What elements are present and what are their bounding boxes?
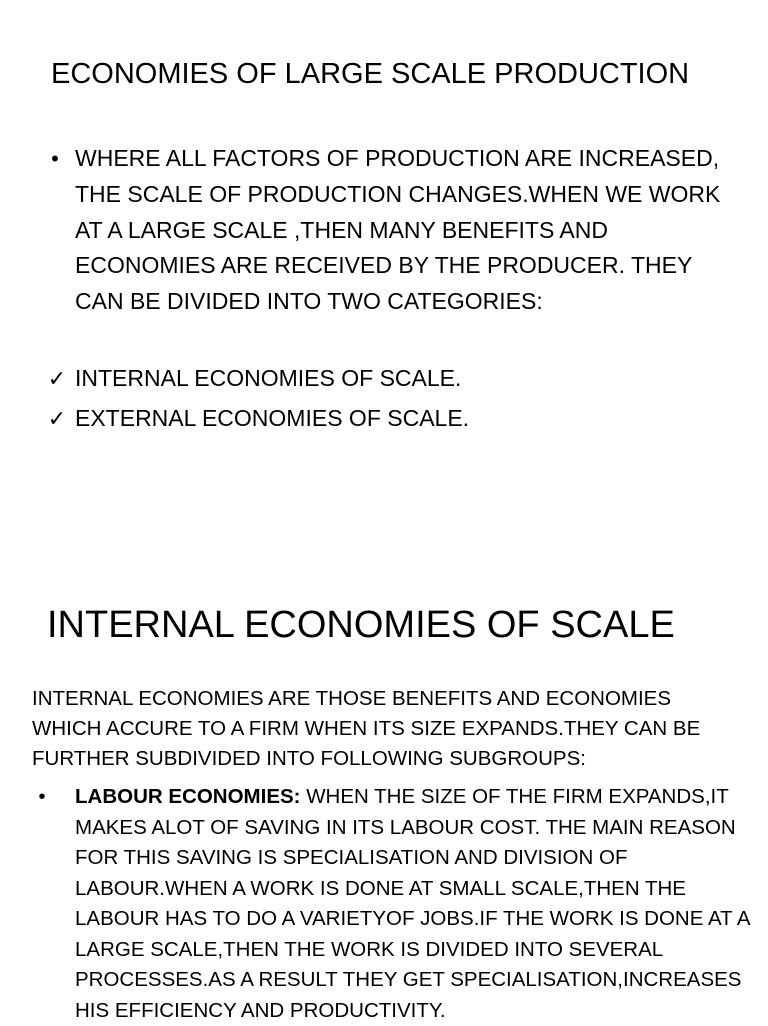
bullet-item	[51, 141, 745, 320]
check-item-external	[47, 401, 675, 437]
bullet-text: WHERE ALL FACTORS OF PRODUCTION ARE INCREASED, THE SCALE OF PRODUCTION CHANGES.WHEN WE WORK AT A LARGE SCALE ,THEN MANY BENEFITS AND ECONOMIES ARE RECEIVED BY THE PRODUCER. THEY CAN BE DIVIDED INTO TWO CATEGORIES:	[75, 145, 721, 315]
bullet-dot-icon: •	[38, 786, 46, 808]
check-item-label: EXTERNAL ECONOMIES OF SCALE.	[75, 405, 470, 431]
labour-heading: LABOUR ECONOMIES:	[75, 785, 301, 808]
check-item-label: INTERNAL ECONOMIES OF SCALE.	[75, 365, 462, 391]
slide-title: ECONOMIES OF LARGE SCALE PRODUCTION	[51, 58, 690, 90]
slide-economies-of-large-scale	[0, 0, 768, 512]
slide-title: INTERNAL ECONOMIES OF SCALE	[47, 604, 675, 646]
check-item-internal	[47, 361, 675, 397]
slide-internal-economies	[0, 512, 768, 1024]
checkmark-icon: ✓	[47, 366, 67, 391]
intro-paragraph: INTERNAL ECONOMIES ARE THOSE BENEFITS AND ECONOMIES WHICH ACCURE TO A FIRM WHEN ITS SIZE EXPANDS.THEY CAN BE FURTHER SUBDIVIDED INTO FOLLOWING SUBGROUPS:	[32, 687, 701, 770]
labour-text: WHEN THE SIZE OF THE FIRM EXPANDS,IT MAKES ALOT OF SAVING IN ITS LABOUR COST. THE MAIN REASON FOR THIS SAVING IS SPECIALISATION AND DIVISION OF LABOUR.WHEN A WORK IS DONE AT SMALL SCALE,THEN THE LABOUR HAS TO DO A VARIETYOF JOBS.IF THE WORK IS DONE AT A LARGE SCALE,THEN THE WORK IS DIVIDED INTO SEVERAL PROCESSES.AS A RESULT THEY GET SPECIALISATION,INCREASES HIS EFFICIENCY AND PRODUCTIVITY.	[75, 785, 750, 1022]
bullet-dot-icon: •	[51, 146, 59, 171]
checkmark-icon: ✓	[47, 406, 67, 431]
labour-economies-item	[38, 782, 755, 1026]
